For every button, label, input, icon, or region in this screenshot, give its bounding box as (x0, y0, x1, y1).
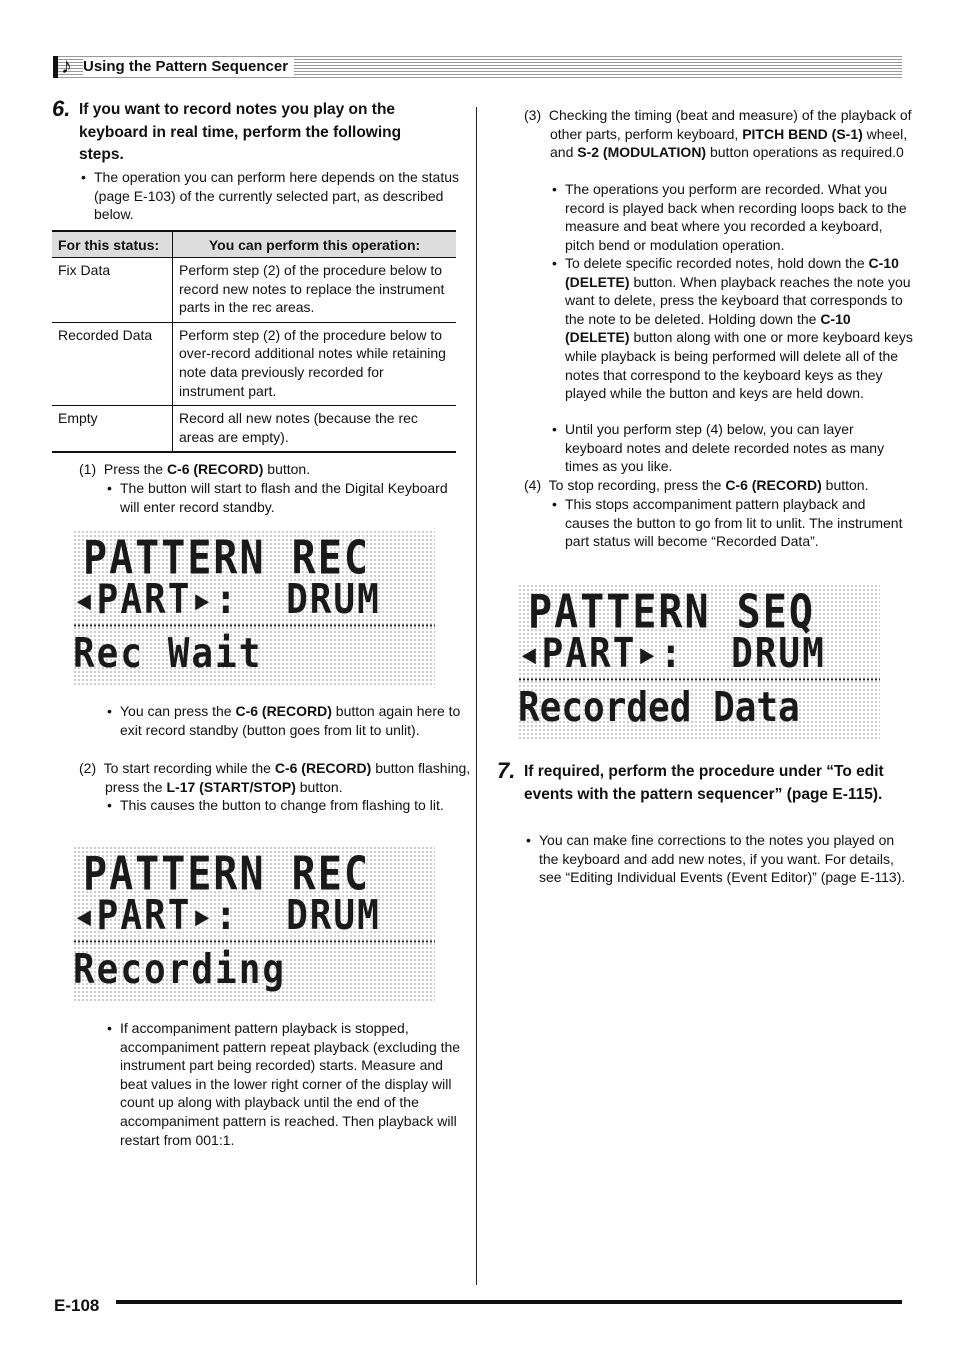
substep-2: (2) To start recording while the C-6 (RECORD) button flashing, press the L-17 (START/STOP) button. (79, 760, 471, 795)
table-cell: Empty (52, 406, 173, 453)
lcd-line: ◂PART▸: DRUM (73, 892, 381, 940)
section-header (53, 54, 902, 80)
header-title: Using the Pattern Sequencer (83, 58, 294, 75)
lcd-divider (518, 678, 880, 681)
table-row (52, 406, 456, 453)
table-cell: Perform step (2) of the procedure below to over-record additional notes while retaining note data previously recorded for instrument part. (173, 322, 457, 405)
music-note-icon: ♪ (61, 53, 72, 78)
step-title: If you want to record notes you play on the keyboard in real time, perform the following steps. (79, 101, 402, 163)
lcd-line: Recorded Data (518, 684, 800, 732)
page-number: E-108 (54, 1296, 100, 1315)
substep-bullet: • Until you perform step (4) below, you can layer keyboard notes and delete recorded notes as many times as you like. (550, 420, 915, 476)
substep-bullet: • This causes the button to change from flashing to lit. (105, 796, 470, 815)
table-cell: Fix Data (52, 258, 173, 323)
lcd-line: PATTERN REC (83, 532, 370, 585)
substep-bullet: • The button will start to flash and the Digital Keyboard will enter record standby. (105, 479, 470, 516)
step-bullet: • The operation you can perform here depends on the status (page E-103) of the currently selected part, as described below. (79, 168, 466, 224)
substep-3: (3) Checking the timing (beat and measure) of the playback of other parts, perform keyboard, PITCH BEND (S-1) wheel, and S-2 (MODULATION) button operations as required.0 (524, 107, 912, 161)
table-cell: Perform step (2) of the procedure below to record new notes to replace the instrument parts in the rec areas. (173, 258, 457, 323)
column-divider (476, 107, 477, 1285)
substep-bullet: • You can press the C-6 (RECORD) button again here to exit record standby (button goes from lit to unlit). (105, 702, 470, 739)
lcd-line: Rec Wait (73, 630, 263, 678)
step-title: If required, perform the procedure under “To edit events with the pattern sequencer” (page E-115). (524, 763, 884, 803)
lcd-display (73, 846, 435, 1002)
lcd-display (518, 584, 880, 740)
lcd-display (73, 530, 435, 686)
status-table (52, 230, 456, 453)
step-number: 6. (52, 96, 71, 121)
table-cell: Record all new notes (because the rec areas are empty). (173, 406, 457, 453)
substep-bullet: • If accompaniment pattern playback is stopped, accompaniment pattern repeat playback (excluding the instrument part being recorded) starts. Measure and beat values in the lower right corner of the display will count up along with playback until the end of the accompaniment pattern is reached. Then playback will restart from 001:1. (105, 1019, 472, 1149)
substep-bullet: • The operations you perform are recorded. What you record is played back when recording loops back to the measure and beat where you recorded a keyboard, pitch bend or modulation operation. (550, 180, 915, 254)
lcd-line: PATTERN SEQ (528, 586, 815, 639)
substep-4: (4) To stop recording, press the C-6 (RECORD) button. (524, 477, 869, 493)
step-number: 7. (497, 758, 516, 783)
table-header: For this status: (52, 231, 173, 258)
table-header: You can perform this operation: (173, 231, 457, 258)
header-bar (53, 56, 58, 78)
lcd-line: ◂PART▸: DRUM (518, 630, 826, 678)
table-row (52, 322, 456, 405)
substep-bullet: • This stops accompaniment pattern playback and causes the button to go from lit to unlit. The instrument part status will become “Recorded Data”. (550, 495, 910, 551)
substep-1: (1) Press the C-6 (RECORD) button. (79, 461, 311, 477)
lcd-line: ◂PART▸: DRUM (73, 576, 381, 624)
substep-bullet: • To delete specific recorded notes, hold down the C-10 (DELETE) button. When playback reaches the note you want to delete, press the keyboard that corresponds to the note to be deleted. Holding down the C-10 (DELETE) button along with one or more keyboard keys while playback is being performed will delete all of the notes that correspond to the keyboard keys as they played while the button and keys are held down. (550, 254, 915, 403)
lcd-line: Recording (73, 946, 287, 994)
step-bullet: • You can make fine corrections to the notes you played on the keyboard and add new notes, if you want. For details, see “Editing Individual Events (Event Editor)” (page E-113). (524, 831, 913, 887)
lcd-line: PATTERN REC (83, 848, 370, 901)
lcd-divider (73, 624, 435, 627)
footer-rule (116, 1300, 902, 1304)
lcd-divider (73, 940, 435, 943)
table-cell: Recorded Data (52, 322, 173, 405)
table-row (52, 258, 456, 323)
